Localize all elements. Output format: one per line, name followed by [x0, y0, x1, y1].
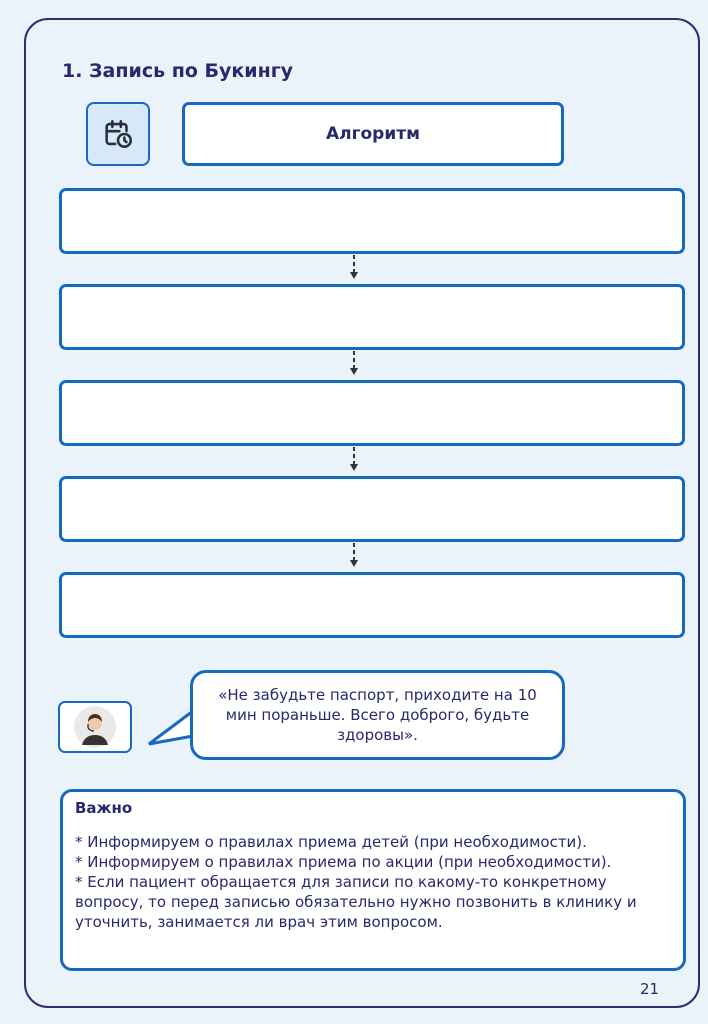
calendar-clock-icon — [86, 102, 150, 166]
section-title: 1. Запись по Букингу — [62, 60, 294, 82]
algorithm-step-1 — [59, 188, 685, 254]
operator-headset-icon — [73, 705, 117, 749]
important-title: Важно — [75, 799, 133, 817]
speech-bubble-tail — [146, 706, 196, 748]
important-item: * Информируем о правилах приема по акции (при необходимости). — [75, 853, 612, 871]
operator-quote: «Не забудьте паспорт, приходите на 10 мин пораньше. Всего доброго, будьте здоровы». — [218, 686, 537, 744]
algorithm-step-5 — [59, 572, 685, 638]
operator-quote-bubble — [190, 670, 565, 760]
algorithm-header: Алгоритм — [182, 102, 564, 166]
algorithm-step-4 — [59, 476, 685, 542]
arrow-down-icon — [348, 351, 360, 377]
arrow-down-icon — [348, 447, 360, 473]
arrow-down-icon — [348, 543, 360, 569]
page-number: 21 — [640, 980, 660, 998]
algorithm-step-2 — [59, 284, 685, 350]
important-notes — [60, 789, 686, 971]
important-item: * Информируем о правилах приема детей (при необходимости). — [75, 833, 587, 851]
operator-avatar — [58, 701, 132, 753]
important-item: * Если пациент обращается для записи по какому-то конкретному вопросу, то перед записью обязательно нужно позвонить в клинику и уточнить, занимается ли врач этим вопросом. — [75, 873, 637, 931]
arrow-down-icon — [348, 255, 360, 281]
algorithm-step-3 — [59, 380, 685, 446]
